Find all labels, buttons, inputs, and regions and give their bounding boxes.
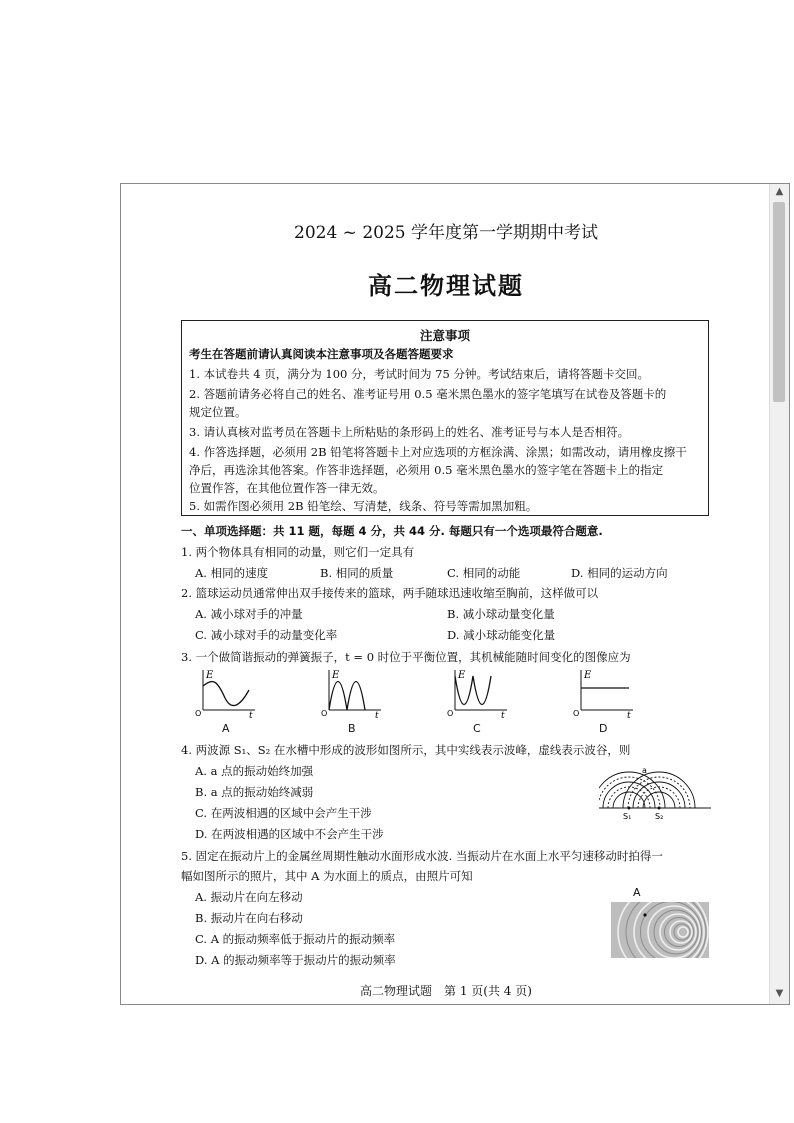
option-b[interactable]: B. 减小球动量变化量 [447, 607, 555, 621]
question-stem: 2. 篮球运动员通常伸出双手接传来的篮球，两手随球迅速收缩至胸前，这样做可以 [181, 586, 599, 600]
origin-label: O [447, 709, 454, 718]
graph-option-b[interactable] [321, 668, 383, 718]
axis-x-label: t [375, 711, 379, 718]
notice-intro: 考生在答题前请认真阅读本注意事项及各题答题要求 [189, 347, 454, 361]
question-stem: 1. 两个物体具有相同的动量，则它们一定具有 [181, 545, 415, 559]
origin-label: O [195, 709, 202, 718]
section-heading: 一、单项选择题：共 11 题，每题 4 分，共 44 分. 每题只有一个选项最符合题意. [181, 524, 603, 538]
option-a[interactable]: A. a 点的振动始终加强 [195, 764, 314, 778]
option-d[interactable]: D. A 的振动频率等于振动片的振动频率 [195, 953, 396, 967]
axis-x-label: t [627, 711, 631, 718]
question-stem: 4. 两波源 S₁、S₂ 在水槽中形成的波形如图所示，其中实线表示波峰，虚线表示波谷，则 [181, 743, 631, 757]
vertical-scrollbar[interactable] [769, 184, 789, 1004]
option-c[interactable]: C. 相同的动能 [447, 566, 521, 580]
document-viewer [120, 183, 790, 1005]
question-stem-continued: 幅如图所示的照片，其中 A 为水面上的质点，由照片可知 [181, 869, 473, 883]
exam-page [121, 184, 771, 1005]
exam-year-line: 2024 ~ 2025 学年度第一学期期中考试 [294, 223, 598, 243]
notice-title: 注意事项 [419, 328, 470, 343]
water-ripple-photo [611, 902, 709, 958]
axis-y-label: E [206, 670, 214, 681]
notice-line: 4. 作答选择题，必须用 2B 铅笔将答题卡上对应选项的方框涂满、涂黑；如需改动，请用橡皮擦干 [189, 445, 687, 459]
origin-label: O [321, 709, 328, 718]
graph-label-a: A [222, 722, 230, 735]
source-s1-label: S₁ [623, 812, 632, 821]
graph-label-b: B [348, 722, 356, 735]
scroll-up-arrow-icon[interactable]: ▲ [775, 186, 784, 197]
graph-label-d: D [599, 722, 608, 735]
scroll-thumb[interactable] [773, 202, 785, 402]
question-stem: 3. 一个做简谐振动的弹簧振子，t = 0 时位于平衡位置，其机械能随时间变化的图像应为 [181, 650, 631, 664]
option-c[interactable]: C. 在两波相遇的区域中会产生干涉 [195, 806, 372, 820]
axis-x-label: t [249, 711, 253, 718]
option-b[interactable]: B. 振动片在向右移动 [195, 911, 303, 925]
question-stem: 5. 固定在振动片上的金属丝周期性触动水面形成水波. 当振动片在水面上水平匀速移动时拍得一 [181, 849, 663, 863]
photo-point-label: A [633, 886, 641, 899]
point-a-label: a [642, 766, 647, 775]
option-b[interactable]: B. 相同的质量 [320, 566, 394, 580]
option-a[interactable]: A. 振动片在向左移动 [195, 890, 303, 904]
graph-option-d[interactable] [573, 668, 635, 718]
exam-title: 高二物理试题 [368, 271, 524, 300]
notice-line: 净后，再选涂其他答案。作答非选择题，必须用 0.5 毫米黑色墨水的签字笔在答题卡上的指定 [189, 463, 664, 477]
axis-x-label: t [501, 711, 505, 718]
scroll-down-arrow-icon[interactable]: ▼ [775, 988, 784, 999]
origin-label: O [573, 709, 580, 718]
wave-interference-figure [599, 764, 711, 822]
graph-option-a[interactable] [195, 668, 257, 718]
option-d[interactable]: D. 在两波相遇的区域中不会产生干涉 [195, 827, 384, 841]
source-s2-label: S₂ [655, 812, 664, 821]
axis-y-label: E [584, 670, 592, 681]
option-c[interactable]: C. 减小球对手的动量变化率 [195, 628, 338, 642]
option-a[interactable]: A. 减小球对手的冲量 [195, 607, 303, 621]
graph-option-c[interactable] [447, 668, 509, 718]
axis-y-label: E [458, 670, 466, 681]
notice-box [181, 320, 709, 516]
notice-line: 规定位置。 [189, 405, 247, 419]
graph-label-c: C [473, 722, 481, 735]
option-d[interactable]: D. 相同的运动方向 [571, 566, 668, 580]
option-a[interactable]: A. 相同的速度 [195, 566, 269, 580]
option-c[interactable]: C. A 的振动频率低于振动片的振动频率 [195, 932, 396, 946]
option-b[interactable]: B. a 点的振动始终减弱 [195, 785, 314, 799]
notice-line: 5. 如需作图必须用 2B 铅笔绘、写清楚，线条、符号等需加黑加粗。 [189, 499, 538, 513]
notice-line: 位置作答，在其他位置作答一律无效。 [189, 481, 385, 495]
notice-line: 2. 答题前请务必将自己的姓名、准考证号用 0.5 毫米黑色墨水的签字笔填写在试卷及答题卡的 [189, 387, 667, 401]
notice-line: 3. 请认真核对监考员在答题卡上所粘贴的条形码上的姓名、准考证号与本人是否相符。 [189, 425, 630, 439]
page-footer: 高二物理试题 第 1 页(共 4 页) [360, 984, 532, 998]
option-d[interactable]: D. 减小球动能变化量 [447, 628, 556, 642]
axis-y-label: E [332, 670, 340, 681]
notice-line: 1. 本试卷共 4 页，满分为 100 分，考试时间为 75 分钟。考试结束后，请将答题卡交回。 [189, 367, 649, 381]
